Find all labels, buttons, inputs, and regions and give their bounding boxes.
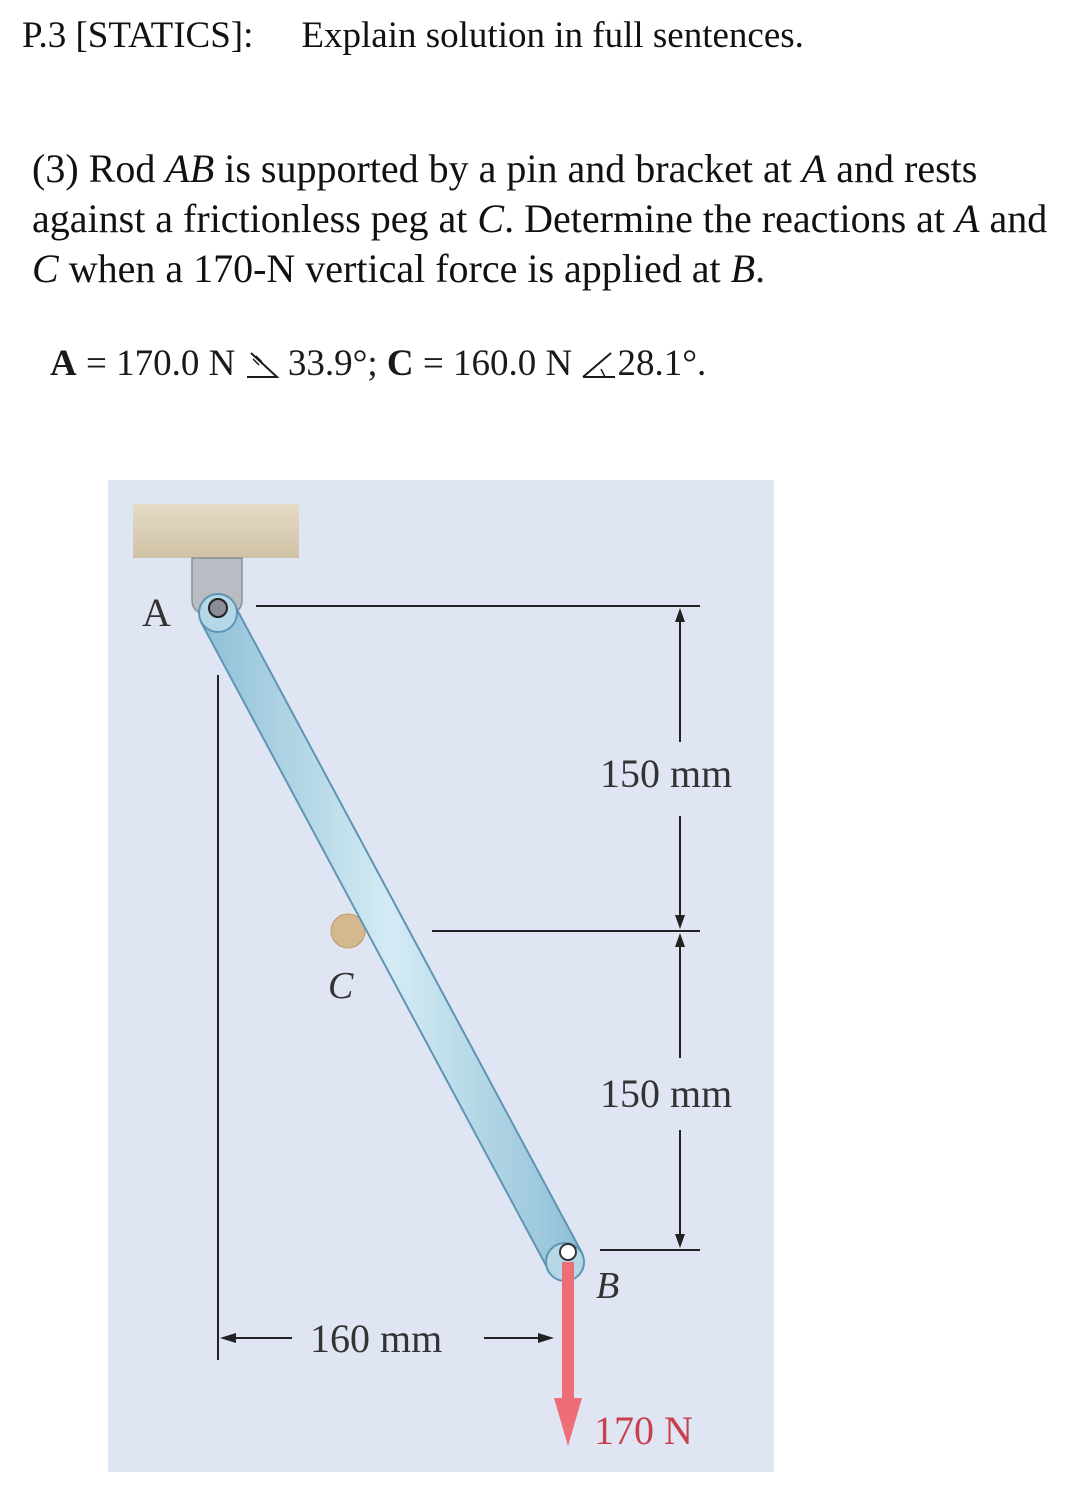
problem-text-segment: and [979,196,1048,241]
pin-a [209,599,227,617]
problem-text-segment: is supported by a pin and bracket at [214,146,802,191]
dim-label-lower: 150 mm [600,1071,733,1116]
problem-text-segment: and rests against a frictionless peg at [32,146,978,241]
problem-number: (3) [32,146,79,191]
dim-label-upper: 150 mm [600,751,733,796]
pin-b [560,1244,576,1260]
label-c: C [328,965,354,1007]
problem-text-segment: Rod [88,146,166,191]
problem-variable: AB [165,146,215,191]
problem-header [22,14,804,57]
force-label: 170 N [594,1408,693,1453]
answer-a-symbol: A [50,343,77,384]
problem-variable: B [730,246,756,291]
instruction-text: Explain solution in full sentences. [301,15,804,56]
answer-c-symbol: C [386,343,414,384]
problem-variable: C [477,196,505,241]
answer-c-angle: 28.1°. [617,343,707,384]
answer-line [50,342,706,385]
label-a: A [142,590,171,635]
answer-a-value: = 170.0 N [85,343,236,384]
diagram-svg [108,480,774,1472]
angle-up-right-icon [581,349,617,379]
problem-statement [32,144,1072,294]
label-b: B [596,1265,620,1307]
answer-c-value: = 160.0 N [422,343,573,384]
problem-text-segment: when a 170-N vertical force is applied at [58,246,731,291]
problem-variable: C [32,246,59,291]
problem-id: P.3 [STATICS]: [22,15,254,56]
rod-diagram [108,480,774,1472]
problem-variable: A [955,196,980,241]
ceiling-support [133,504,299,558]
answer-a-angle: 33.9°; [287,343,378,384]
problem-text [32,146,1047,291]
problem-text-segment: . [755,246,766,291]
problem-text-segment: . Determine the reactions at [504,196,956,241]
angle-down-right-icon [245,349,279,379]
dim-label-horizontal: 160 mm [310,1316,443,1361]
problem-variable: A [801,146,827,191]
